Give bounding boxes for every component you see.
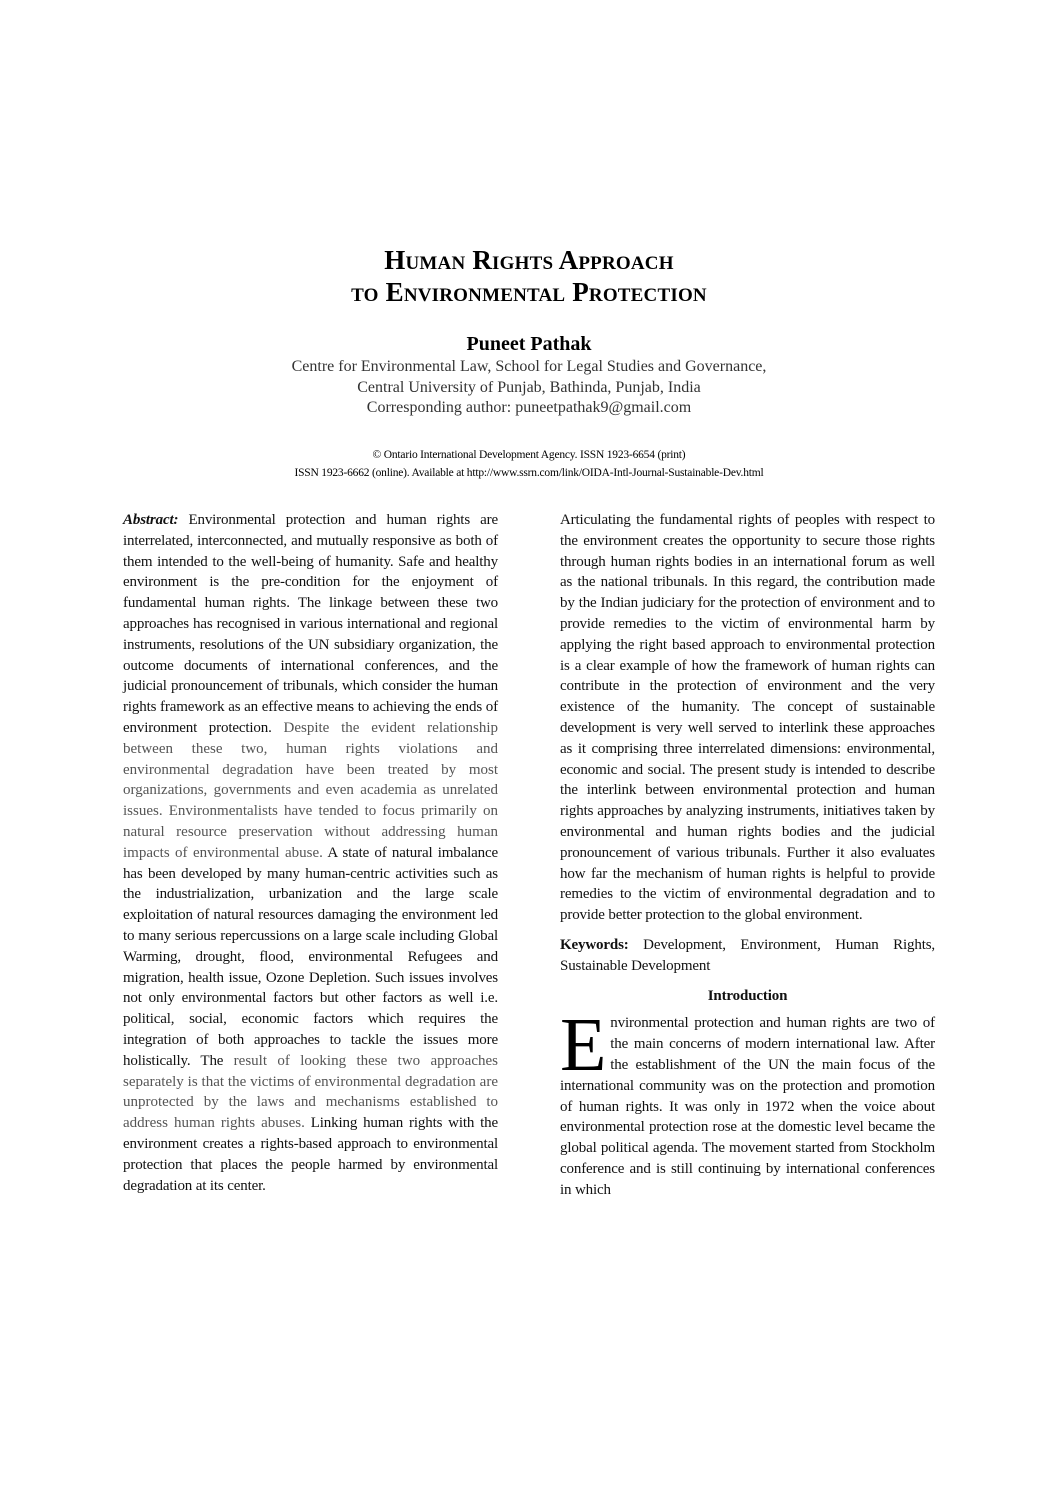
abstract-continued: Articulating the fundamental rights of peoples with respect to the environment creates the opportunity to secure those rights through human rights bodies in an international forum as well as the national tribunals. In this regard, the contribution made by the Indian judiciary for the protection of environment and to provide remedies to the victim of environmental harm by applying the right based approach to environmental protection is a clear example of how the framework of human rights can contribute in the protection of environment and the very existence of the humanity. The concept of sustainable development is very well served to interlink these approaches as it comprising three interrelated dimensions: environmental, economic and social. The present study is intended to describe the interlink between environmental protection and human rights approaches by analyzing instruments, initiatives taken by environmental and human rights bodies and the judicial pronouncement of various tribunals. Further it also evaluates how far the mechanism of human rights is helpful to provide remedies to the victim of environmental degradation and to provide better protection to the global environment. — [560, 512, 935, 924]
introduction-text: nvironmental protection and human rights are two of the main concerns of modern international law. After the establishment of the UN the main focus of the international community was on the protection and promotion of human rights. It was only in 1972 when the voice about environmental protection rose at the domestic level became the global political agenda. The movement started from Stockholm conference and is still continuing by international conferences in which — [560, 1015, 935, 1198]
abstract-segment-4: result of looking these two approaches separately is that the victims of environmental degradation are unprotected by the laws and mechanisms established to address human rights abuses. — [123, 1052, 498, 1132]
copyright-line-1: © Ontario International Development Agency. ISSN 1923-6654 (print) — [372, 449, 686, 461]
abstract-segment-5: Linking human rights with the environment creates a rights-based approach to environmental protection that places the people harmed by environmental degradation at its center. — [123, 1115, 499, 1194]
left-column — [123, 510, 498, 1196]
abstract-segment-1: Environmental protection and human rights are interrelated, interconnected, and mutually responsive as both of them intended to the well-being of humanity. Safe and healthy environment is the pre-condition for the enjoyment of fundamental human rights. The linkage between these two approaches has recognised in various international and regional instruments, resolutions of the UN subsidiary organization, the outcome documents of international conferences, and the judicial pronouncement of tribunals, which consider the human rights framework as an effective means to achieving the ends of environment protection. — [123, 512, 498, 736]
abstract-segment-2: Despite the evident relationship between these two, human rights violations and environmental degradation have been treated by most organizations, governments and even academia as unrelated issues. Environmentalists have tended to focus primarily on natural resource preservation without addressing human impacts of environmental abuse. — [123, 719, 498, 861]
keywords-list: Development, Environment, Human Rights, Sustainable Development — [560, 936, 935, 974]
drop-cap: E — [560, 1003, 607, 1088]
title-line-1: Human Rights Approach — [384, 245, 674, 275]
title-line-2: to Environmental Protection — [351, 277, 707, 307]
paper-title — [0, 244, 1058, 308]
corresponding-author: Corresponding author: puneetpathak9@gmail.com — [366, 399, 692, 416]
copyright-line-2: ISSN 1923-6662 (online). Available at http://www.ssrn.com/link/OIDA-Intl-Journal-Sustainable-Dev.html — [294, 467, 764, 479]
author-affiliation — [0, 357, 1058, 419]
author-name: Puneet Pathak — [466, 333, 592, 355]
keywords-label: Keywords: — [560, 936, 629, 953]
abstract-paragraph — [123, 510, 498, 1196]
right-column — [560, 510, 935, 1201]
introduction-paragraph — [560, 1003, 935, 1200]
affiliation-line-2: Central University of Punjab, Bathinda, Punjab, India — [357, 378, 701, 396]
abstract-label: Abstract: — [123, 512, 179, 528]
section-heading-introduction: Introduction — [707, 987, 788, 1004]
copyright-notice — [0, 446, 1058, 482]
keywords — [560, 935, 935, 977]
affiliation-line-1: Centre for Environmental Law, School for Legal Studies and Governance, — [291, 358, 767, 375]
abstract-segment-3: A state of natural imbalance has been developed by many human-centric activities such as the industrialization, urbanization and the large scale exploitation of natural resources damaging the environment led to many serious repercussions on a large scale including Global Warming, drought, flood, environmental Refugees and migration, health issue, Ozone Depletion. Such issues involves not only environmental factors but other factors as well i.e. political, social, economic factors which requires the integration of both approaches to tackle the issues more holistically. The — [123, 844, 498, 1069]
